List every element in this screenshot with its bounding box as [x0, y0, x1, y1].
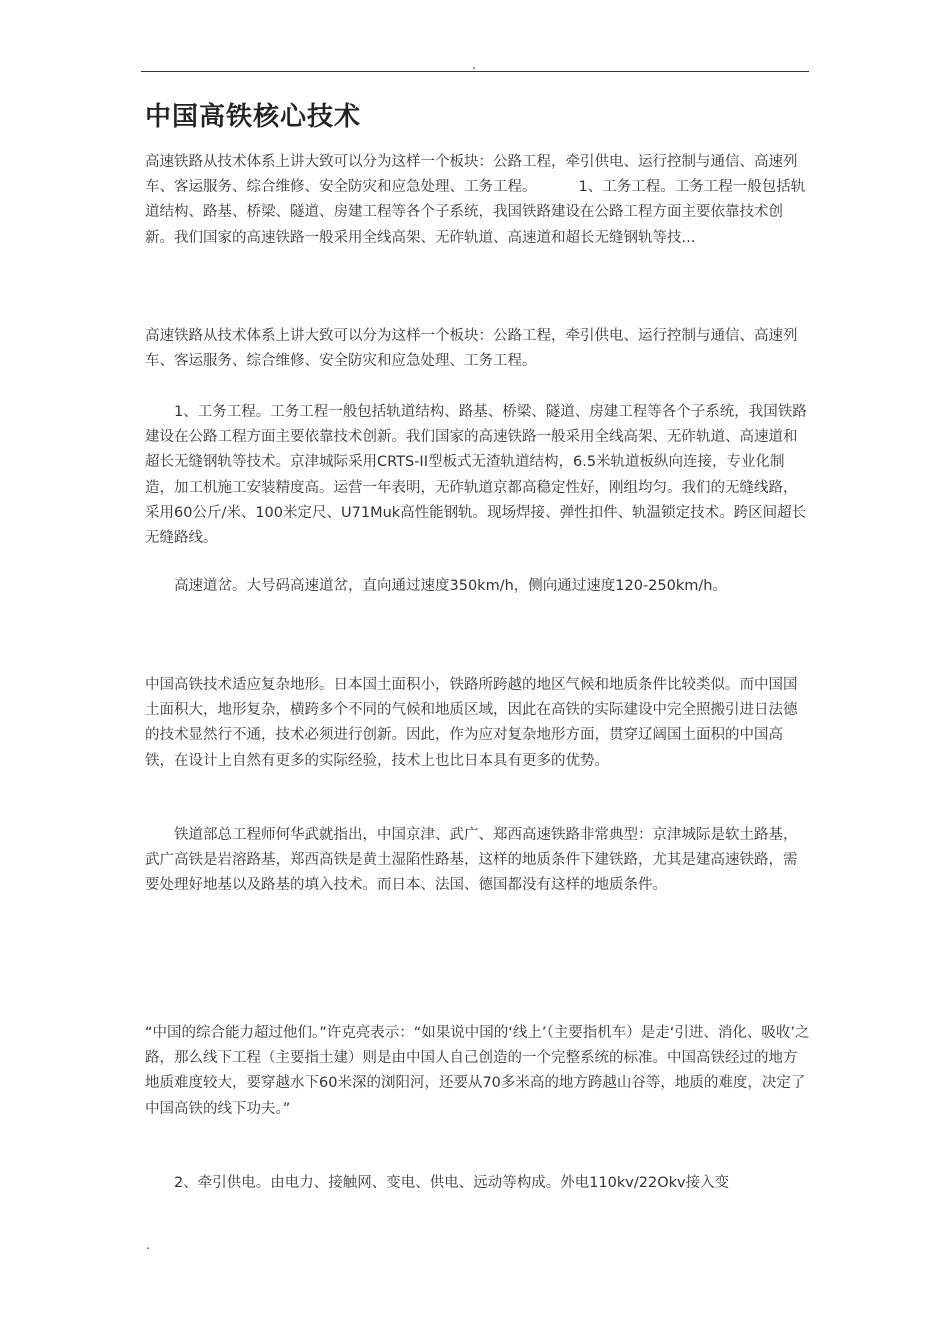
paragraph-quote: “中国的综合能力超过他们。”许克亮表示：“如果说中国的‘线上’（主要指机车）是走‘引进、消化、吸收’之路，那么线下工程（主要指土建）则是由中国人自己创造的一个完整系统的标准。中国高铁经过的地方地质难度较大，要穿越水下60米深的浏阳河，还要从70多米高的地方跨越山谷等，地质的难度，决定了中国高铁的线下功夫。” [145, 1025, 810, 1117]
paragraph-geology: 铁道部总工程师何华武就指出，中国京津、武广、郑西高速铁路非常典型：京津城际是软土路基，武广高铁是岩溶路基，郑西高铁是黄土湿陷性路基，这样的地质条件下建铁路，尤其是建高速铁路，需要处理好地基以及路基的填入技术。而日本、法国、德国都没有这样的地质条件。 [145, 827, 798, 894]
paragraph-overview: 高速铁路从技术体系上讲大致可以分为这样一个板块：公路工程，牵引供电、运行控制与通信、高速列车、客运服务、综合维修、安全防灾和应急处理、工务工程。 [145, 328, 798, 370]
header-dot: . [472, 58, 476, 72]
summary-paragraph [145, 150, 811, 251]
footer-dot: . [146, 1238, 150, 1252]
page-title: 中国高铁核心技术 [145, 102, 362, 132]
summary-part-1: 高速铁路从技术体系上讲大致可以分为这样一个板块：公路工程，牵引供电、运行控制与通信、高速列车、客运服务、综合维修、安全防灾和应急处理、工务工程。 [145, 154, 798, 196]
paragraph-traction-power: 2、牵引供电。由电力、接触网、变电、供电、远动等构成。外电110kv/22Okv接入变 [174, 1175, 730, 1191]
paragraph-track-engineering: 1、工务工程。工务工程一般包括轨道结构、路基、桥梁、隧道、房建工程等各个子系统，我国铁路建设在公路工程方面主要依靠技术创新。我们国家的高速铁路一般采用全线高架、无砟轨道、高速道和超长无缝钢轨等技术。京津城际采用CRTS-II型板式无渣轨道结构，6.5米轨道板纵向连接，专业化制造，加工机施工安装精度高。运营一年表明，无砟轨道京都高稳定性好，刚组均匀。我们的无缝线路，采用60公斤/米、100米定尺、U71Muk高性能钢轨。现场焊接、弹性扣件、轨温锁定技术。跨区间超长无缝路线。 [145, 404, 807, 547]
paragraph-turnout: 高速道岔。大号码高速道岔，直向通过速度350km/h，侧向通过速度120-250km/h。 [174, 578, 727, 594]
paragraph-terrain: 中国高铁技术适应复杂地形。日本国土面积小，铁路所跨越的地区气候和地质条件比较类似。而中国国土面积大，地形复杂，横跨多个不同的气候和地质区域，因此在高铁的实际建设中完全照搬引进日法德的技术显然行不通，技术必须进行创新。因此，作为应对复杂地形方面，贯穿辽阔国土面积的中国高铁，在设计上自然有更多的实际经验，技术上也比日本具有更多的优势。 [145, 677, 798, 769]
summary-part-2: 1、工务工程。工务工程一般包括轨道结构、路基、桥梁、隧道、房建工程等各个子系统，我国铁路建设在公路工程方面主要依靠技术创新。我们国家的高速铁路一般采用全线高架、无砟轨道、高速道和超长无缝钢轨等技... [145, 179, 806, 246]
header-rule [141, 71, 809, 72]
